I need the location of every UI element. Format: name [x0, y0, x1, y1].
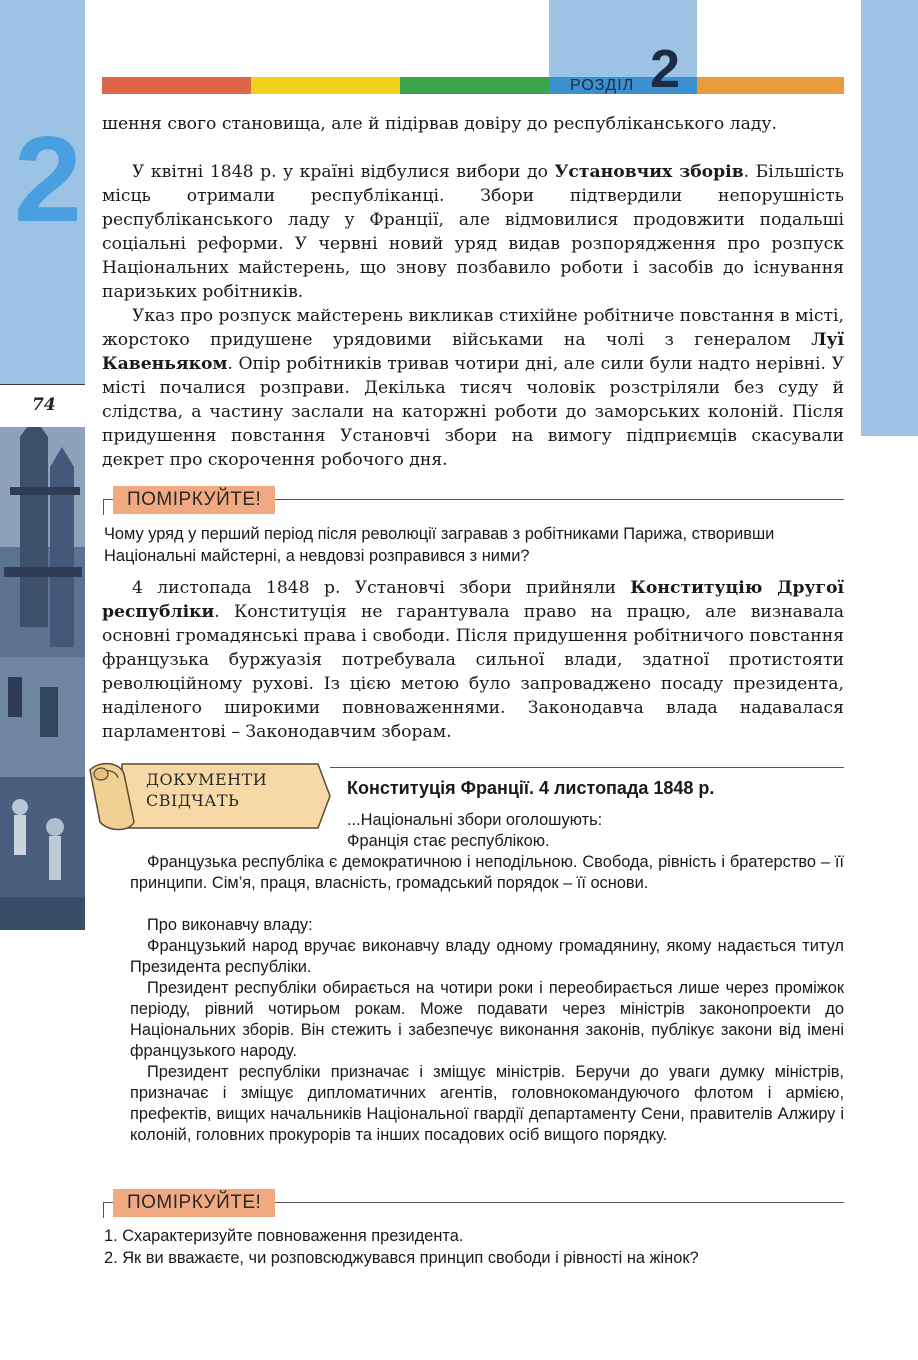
- paragraph-2: У квітні 1848 р. у країні відбулися вибори до Установчих зборів. Більшість місць отримали республіканці. Збори підтвердили непорушність республіканського ладу у Франції, але відмовилися продовжити подальші соціальні реформи. У червні новий уряд видав розпорядження про розпуск Національних майстерень, що знову позбавило роботи і засобів до існування паризьких робітників.: [102, 162, 844, 302]
- think1-question: Чому уряд у перший період після революції загравав з робітниками Парижа, створивши Національні майстерні, а невдовзі розправився з ними?: [104, 525, 775, 565]
- document-top-border: [330, 767, 844, 768]
- engraving-illustration: [0, 427, 85, 930]
- term-constitution: Конституцію Другої республіки: [102, 578, 844, 622]
- section-label: РОЗДІЛ: [570, 77, 635, 94]
- document-label-line2: СВІДЧАТЬ: [146, 791, 240, 810]
- document-label-line1: ДОКУМЕНТИ: [146, 770, 268, 789]
- think1-label: ПОМІРКУЙТЕ!: [113, 486, 275, 514]
- document-para4: Президент республіки обирається на чотири роки і переобирається лише через проміжок періоду, рівний чотирьом рокам. Може подавати через міністрів законопроекти до Національних зборів. Він стежить і забезпечує виконання законів, публікує закони від імені французького народу.: [130, 979, 844, 1060]
- section-number: 2: [650, 39, 681, 99]
- paragraph-3: Указ про розпуск майстерень викликав стихійне робітниче повстання в місті, жорстоко придушене урядовими військами на чолі з генералом Луї Кавеньяком. Опір робітників тривав чотири дні, але сили були надто нерівні. У місті почалися розправи. Декілька тисяч чоловік розстріляли без суду й слідства, а частину заслали на каторжні роботи до заморських колоній. Після придушення повстання Установчі збори на вимогу підприємців скасували декрет про скорочення робочого дня.: [102, 306, 844, 470]
- document-para3: Французький народ вручає виконавчу владу одному громадянину, якому надається титул Президента республіки.: [130, 937, 844, 976]
- term-constituent-assembly: Установчих зборів: [554, 162, 744, 182]
- page-number: 74: [32, 395, 56, 415]
- document-para2: Про виконавчу владу:: [147, 916, 313, 934]
- document-para1: Французька республіка є демократичною і неподільною. Свобода, рівність і братерство – її принципи. Сім’я, праця, власність, громадський порядок – її основи.: [130, 853, 844, 892]
- right-margin-tab: [861, 0, 918, 436]
- document-para5: Президент республіки призначає і зміщує міністрів. Беручи до уваги думку міністрів, призначає і зміщує дипломатичних агентів, головнокомандуючого флотом і армією, префектів, вищих начальників Національної гвардії департаменту Сени, правителів Алжиру і колоній, головних прокурорів та інших посадових осіб вищого порядку.: [130, 1063, 844, 1144]
- think2-question-2: 2. Як ви вважаєте, чи розповсюджувався принцип свободи і рівності на жінок?: [104, 1249, 699, 1267]
- document-line2: Франція стає республікою.: [347, 832, 550, 850]
- header-color-strip: [102, 77, 844, 94]
- document-title: Конституція Франції. 4 листопада 1848 р.: [347, 778, 715, 798]
- paragraph-4: 4 листопада 1848 р. Установчі збори прийняли Конституцію Другої республіки. Конституція не гарантувала право на працю, але визнавала основні громадянські права і свободи. Після придушення робітничого повстання французька буржуазія потребувала сильної влади, здатної протистояти революційному рухові. Із цією метою було запроваджено посаду президента, наділеного широкими повноваженнями. Законодавча влада надавалася парламентові – Законодавчим зборам.: [102, 578, 844, 742]
- think1-left-border: [103, 499, 104, 515]
- chapter-number: 2: [14, 111, 82, 247]
- think2-question-1: 1. Схарактеризуйте повноваження президента.: [104, 1227, 464, 1245]
- document-line1: ...Національні збори оголошують:: [347, 811, 603, 829]
- page-number-box: [0, 384, 85, 428]
- think2-label: ПОМІРКУЙТЕ!: [113, 1189, 275, 1217]
- think2-left-border: [103, 1202, 104, 1218]
- term-cavaignac: Луї Кавеньяком: [102, 330, 844, 374]
- paragraph-1: шення свого становища, але й підірвав довіру до республіканського ладу.: [102, 114, 777, 134]
